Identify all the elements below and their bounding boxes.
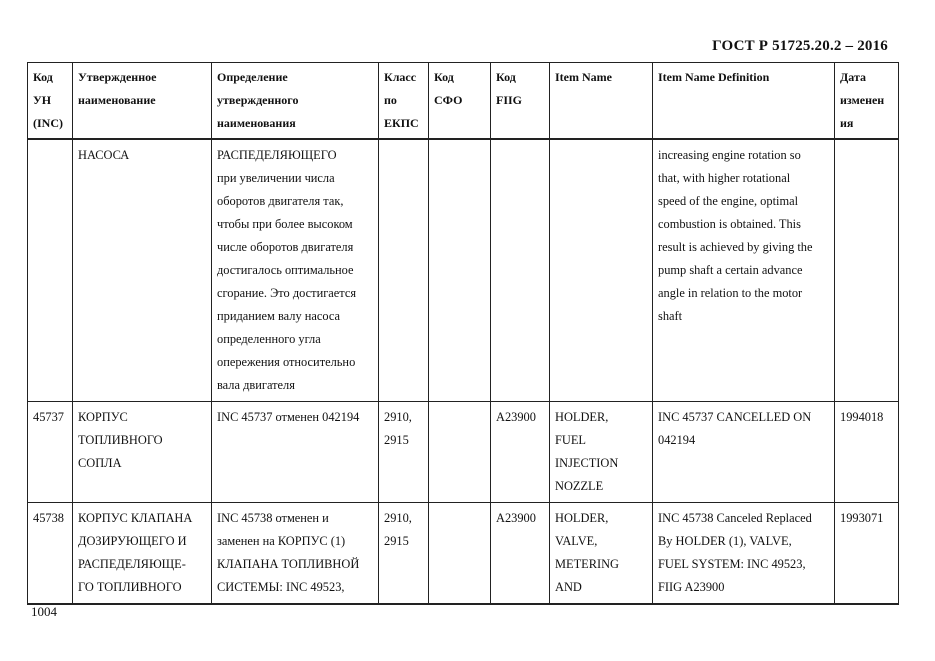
cell-item-name (550, 139, 653, 402)
cell-item-name: HOLDER, VALVE, METERING AND (550, 503, 653, 605)
table-row (28, 139, 899, 402)
cell-definition: INC 45737 отменен 042194 (212, 402, 379, 503)
cell-sfo-code (429, 139, 491, 402)
cell-fiig-code (491, 139, 550, 402)
cell-item-name: HOLDER, FUEL INJECTION NOZZLE (550, 402, 653, 503)
cell-change-date: 1994018 (835, 402, 899, 503)
column-header-inc: Код УН (INC) (28, 63, 73, 140)
cell-ekps-class (379, 139, 429, 402)
cell-ekps-class: 2910, 2915 (379, 402, 429, 503)
column-header-fiig-code: Код FIIG (491, 63, 550, 140)
table-row (28, 503, 899, 605)
column-header-ekps-class: Класс по ЕКПС (379, 63, 429, 140)
cell-definition: РАСПЕДЕЛЯЮЩЕГО при увеличении числа оборотов двигателя так, чтобы при более высоком числе оборотов двигателя достигалось оптимальное сгорание. Это достигается приданием валу насоса определенного угла опережения относительно вала двигателя (212, 139, 379, 402)
column-header-change-date: Дата изменен ия (835, 63, 899, 140)
cell-sfo-code (429, 402, 491, 503)
column-header-approved-name: Утвержденное наименование (73, 63, 212, 140)
column-header-item-name-definition: Item Name Definition (653, 63, 835, 140)
cell-ekps-class: 2910, 2915 (379, 503, 429, 605)
cell-item-name-definition: INC 45738 Canceled Replaced By HOLDER (1), VALVE, FUEL SYSTEM: INC 49523, FIIG A23900 (653, 503, 835, 605)
cell-definition: INC 45738 отменен и заменен на КОРПУС (1) КЛАПАНА ТОПЛИВНОЙ СИСТЕМЫ: INC 49523, (212, 503, 379, 605)
cell-item-name-definition: INC 45737 CANCELLED ON 042194 (653, 402, 835, 503)
column-header-definition: Определение утвержденного наименования (212, 63, 379, 140)
page-number: 1004 (31, 604, 57, 619)
cell-fiig-code: A23900 (491, 503, 550, 605)
cell-sfo-code (429, 503, 491, 605)
cell-approved-name: КОРПУС КЛАПАНА ДОЗИРУЮЩЕГО И РАСПЕДЕЛЯЮЩЕ- ГО ТОПЛИВНОГО (73, 503, 212, 605)
cell-approved-name: НАСОСА (73, 139, 212, 402)
table-header-row (28, 63, 899, 140)
data-table (27, 62, 899, 605)
cell-inc: 45737 (28, 402, 73, 503)
cell-change-date: 1993071 (835, 503, 899, 605)
cell-change-date (835, 139, 899, 402)
cell-inc (28, 139, 73, 402)
cell-item-name-definition: increasing engine rotation so that, with higher rotational speed of the engine, optimal combustion is obtained. This result is achieved by giving the pump shaft a certain advance angle in relation to the motor shaft (653, 139, 835, 402)
cell-approved-name: КОРПУС ТОПЛИВНОГО СОПЛА (73, 402, 212, 503)
cell-fiig-code: A23900 (491, 402, 550, 503)
cell-inc: 45738 (28, 503, 73, 605)
column-header-sfo-code: Код СФО (429, 63, 491, 140)
table-row (28, 402, 899, 503)
column-header-item-name: Item Name (550, 63, 653, 140)
document-header: ГОСТ Р 51725.20.2 – 2016 (712, 38, 888, 54)
